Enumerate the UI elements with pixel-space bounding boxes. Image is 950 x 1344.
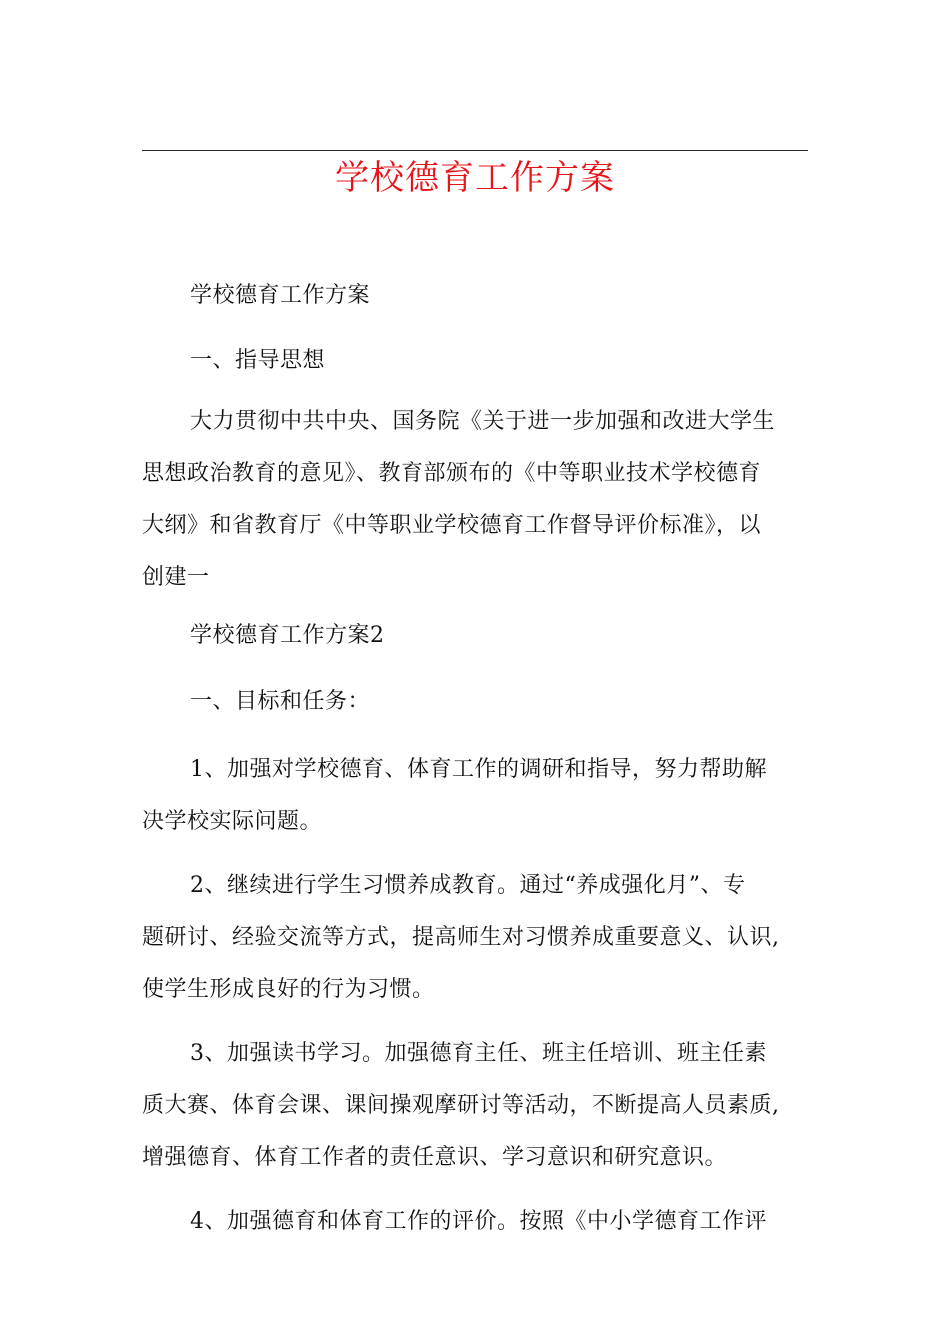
section-heading-guiding-ideology xyxy=(142,335,808,387)
paragraph-line: 题研讨、经验交流等方式，提高师生对习惯养成重要意义、认识, xyxy=(142,925,780,950)
paragraph-heading xyxy=(142,270,808,322)
paragraph-line: 大纲》和省教育厅《中等职业学校德育工作督导评价标准》，以 xyxy=(142,513,762,538)
paragraph-line: 一、指导思想 xyxy=(190,348,326,373)
paragraph-line: 思想政治教育的意见》、教育部颁布的《中等职业技术学校德育 xyxy=(142,461,762,486)
paragraph-line: 质大赛、体育会课、课间操观摩研讨等活动，不断提高人员素质, xyxy=(142,1093,780,1118)
section-heading-goals xyxy=(142,676,808,728)
paragraph-line: 大力贯彻中共中央、国务院《关于进一步加强和改进大学生 xyxy=(190,409,776,434)
paragraph-line: 使学生形成良好的行为习惯。 xyxy=(142,977,435,1002)
list-item-2 xyxy=(142,860,808,1016)
paragraph-guiding-ideology xyxy=(142,396,808,604)
paragraph-line: 学校德育工作方案 xyxy=(190,283,371,308)
paragraph-line: 创建一 xyxy=(142,565,210,590)
paragraph-line: 学校德育工作方案2 xyxy=(190,623,385,648)
paragraph-line: 一、目标和任务： xyxy=(190,689,371,714)
paragraph-heading-2 xyxy=(142,610,808,662)
list-item-4 xyxy=(142,1196,808,1248)
paragraph-line: 1、加强对学校德育、体育工作的调研和指导，努力帮助解 xyxy=(190,757,767,782)
paragraph-line: 4、加强德育和体育工作的评价。按照《中小学德育工作评 xyxy=(190,1209,767,1234)
list-item-3 xyxy=(142,1028,808,1184)
paragraph-line: 增强德育、体育工作者的责任意识、学习意识和研究意识。 xyxy=(142,1145,728,1170)
paragraph-line: 2、继续进行学生习惯养成教育。通过“养成强化月”、专 xyxy=(190,873,746,898)
document-title: 学校德育工作方案 xyxy=(335,158,615,198)
paragraph-line: 决学校实际问题。 xyxy=(142,809,323,834)
paragraph-line: 3、加强读书学习。加强德育主任、班主任培训、班主任素 xyxy=(190,1041,767,1066)
list-item-1 xyxy=(142,744,808,848)
